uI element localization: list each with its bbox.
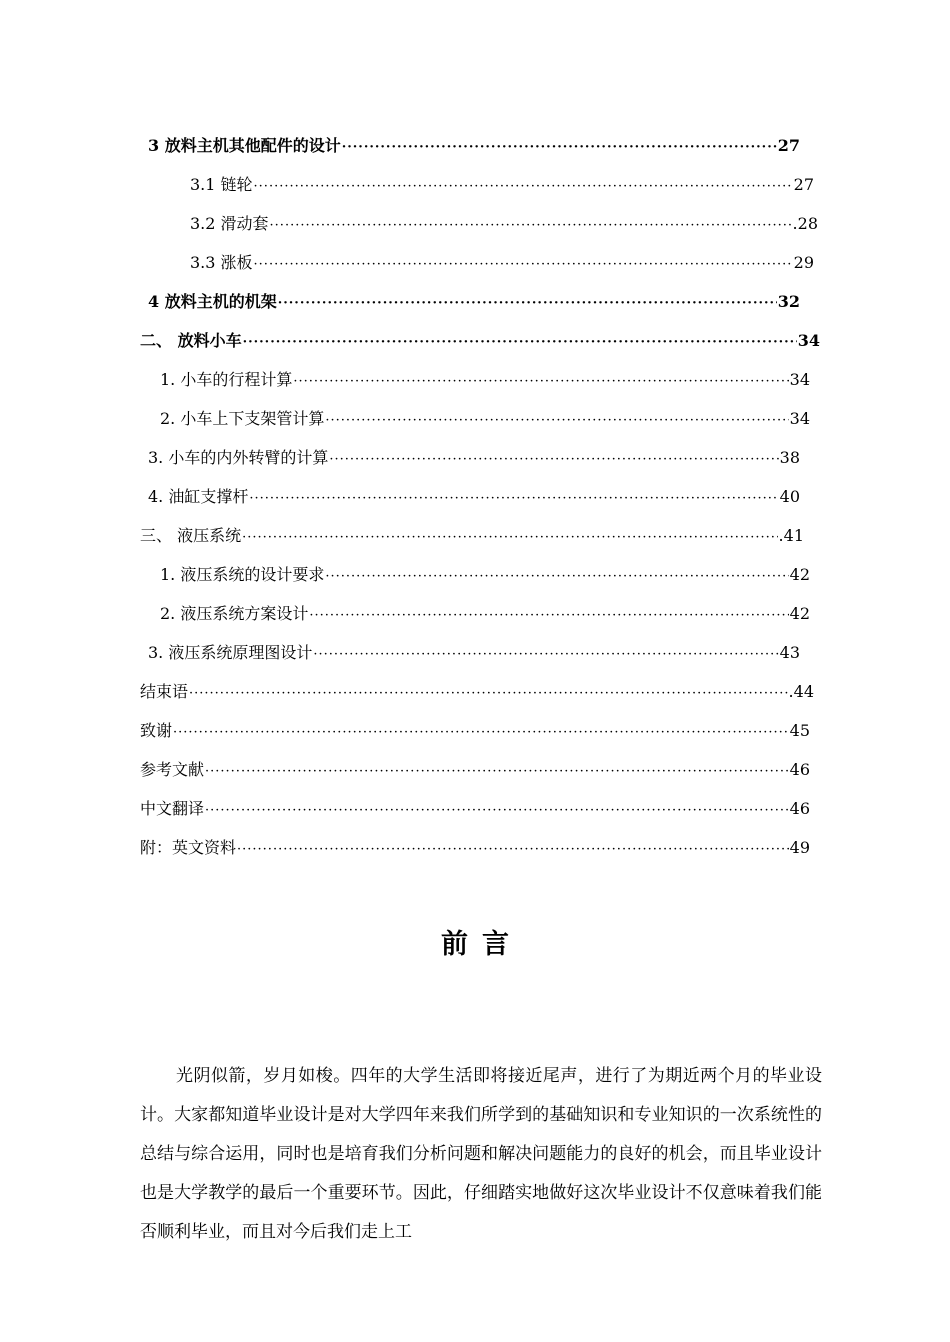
toc-leader-dots bbox=[205, 799, 789, 821]
toc-leader-dots bbox=[270, 214, 792, 236]
toc-leader-dots bbox=[243, 331, 797, 353]
toc-leader-dots bbox=[325, 409, 788, 431]
toc-entry[interactable] bbox=[148, 446, 800, 470]
toc-entry[interactable] bbox=[160, 368, 810, 392]
toc-entry[interactable] bbox=[140, 329, 820, 353]
toc-entry-page: 46 bbox=[789, 799, 810, 818]
toc-entry-page: 34 bbox=[789, 370, 810, 389]
toc-entry-page: 32 bbox=[777, 292, 800, 311]
toc-entry[interactable] bbox=[190, 212, 818, 236]
toc-entry-label: 二、 放料小车 bbox=[140, 331, 242, 350]
toc-entry[interactable] bbox=[140, 524, 804, 548]
toc-leader-dots bbox=[237, 838, 789, 860]
toc-entry-label: 致谢 bbox=[140, 721, 173, 740]
toc-entry-page: 46 bbox=[789, 760, 810, 779]
toc-entry-page: .41 bbox=[778, 526, 804, 545]
toc-entry-page: 34 bbox=[789, 409, 810, 428]
toc-entry-page: 29 bbox=[793, 253, 814, 272]
toc-leader-dots bbox=[342, 136, 777, 158]
toc-entry-label: 3.2 滑动套 bbox=[190, 214, 269, 233]
toc-entry-label: 1. 小车的行程计算 bbox=[160, 370, 293, 389]
toc-entry-label: 3. 小车的内外转臂的计算 bbox=[148, 448, 329, 467]
toc-leader-dots bbox=[242, 526, 777, 548]
toc-leader-dots bbox=[325, 565, 788, 587]
toc-entry[interactable] bbox=[160, 602, 810, 626]
toc-entry-label: 3.1 链轮 bbox=[190, 175, 253, 194]
toc-leader-dots bbox=[189, 682, 788, 704]
toc-entry-page: 34 bbox=[797, 331, 820, 350]
toc-entry[interactable] bbox=[140, 680, 814, 704]
toc-leader-dots bbox=[329, 448, 778, 470]
toc-entry-page: .44 bbox=[788, 682, 814, 701]
toc-entry-page: 40 bbox=[779, 487, 800, 506]
toc-entry-label: 4. 油缸支撑杆 bbox=[148, 487, 249, 506]
toc-entry-label: 参考文献 bbox=[140, 760, 205, 779]
toc-leader-dots bbox=[278, 292, 777, 314]
toc-entry-label: 4 放料主机的机架 bbox=[148, 292, 277, 311]
toc-entry[interactable] bbox=[140, 719, 810, 743]
toc-leader-dots bbox=[313, 643, 778, 665]
toc-leader-dots bbox=[309, 604, 788, 626]
toc-entry-page: 38 bbox=[779, 448, 800, 467]
toc-leader-dots bbox=[205, 760, 789, 782]
toc-leader-dots bbox=[254, 175, 793, 197]
toc-entry-page: 27 bbox=[777, 136, 800, 155]
toc-leader-dots bbox=[293, 370, 788, 392]
toc-entry[interactable] bbox=[160, 563, 810, 587]
toc-entry[interactable] bbox=[148, 134, 800, 158]
toc-entry[interactable] bbox=[140, 797, 810, 821]
toc-entry-page: 43 bbox=[779, 643, 800, 662]
toc-entry[interactable] bbox=[140, 836, 810, 860]
toc-entry-label: 结束语 bbox=[140, 682, 189, 701]
toc-entry-page: 49 bbox=[789, 838, 810, 857]
preface-title: 前言 bbox=[441, 929, 523, 960]
toc-entry-label: 3.3 涨板 bbox=[190, 253, 253, 272]
toc-entry[interactable] bbox=[148, 641, 800, 665]
toc-entry-page: 45 bbox=[789, 721, 810, 740]
toc-entry-page: 27 bbox=[793, 175, 814, 194]
toc-entry-label: 三、 液压系统 bbox=[140, 526, 242, 545]
toc-entry-page: 42 bbox=[789, 604, 810, 623]
toc-entry[interactable] bbox=[140, 758, 810, 782]
preface-paragraph: 光阴似箭，岁月如梭。四年的大学生活即将接近尾声，进行了为期近两个月的毕业设计。大家都知道毕业设计是对大学四年来我们所学到的基础知识和专业知识的一次系统性的总结与综合运用，同时也是培育我们分析问题和解决问题能力的良好的机会，而且毕业设计也是大学教学的最后一个重要环节。因此，仔细踏实地做好这次毕业设计不仅意味着我们能否顺利毕业，而且对今后我们走上工 bbox=[140, 1066, 822, 1242]
toc-entry[interactable] bbox=[148, 290, 800, 314]
toc-entry-label: 1. 液压系统的设计要求 bbox=[160, 565, 325, 584]
toc-entry[interactable] bbox=[160, 407, 810, 431]
toc-entry[interactable] bbox=[190, 251, 814, 275]
toc-entry-label: 中文翻译 bbox=[140, 799, 205, 818]
toc-entry-page: 42 bbox=[789, 565, 810, 584]
toc-entry[interactable] bbox=[148, 485, 800, 509]
toc-leader-dots bbox=[173, 721, 789, 743]
toc-entry[interactable] bbox=[190, 173, 814, 197]
toc-entry-label: 2. 小车上下支架管计算 bbox=[160, 409, 325, 428]
toc-entry-label: 2. 液压系统方案设计 bbox=[160, 604, 309, 623]
toc-leader-dots bbox=[249, 487, 778, 509]
toc-entry-page: .28 bbox=[792, 214, 818, 233]
toc-entry-label: 附：英文资料 bbox=[140, 838, 237, 857]
toc-entry-label: 3. 液压系统原理图设计 bbox=[148, 643, 313, 662]
toc-leader-dots bbox=[254, 253, 793, 275]
toc-entry-label: 3 放料主机其他配件的设计 bbox=[148, 136, 341, 155]
